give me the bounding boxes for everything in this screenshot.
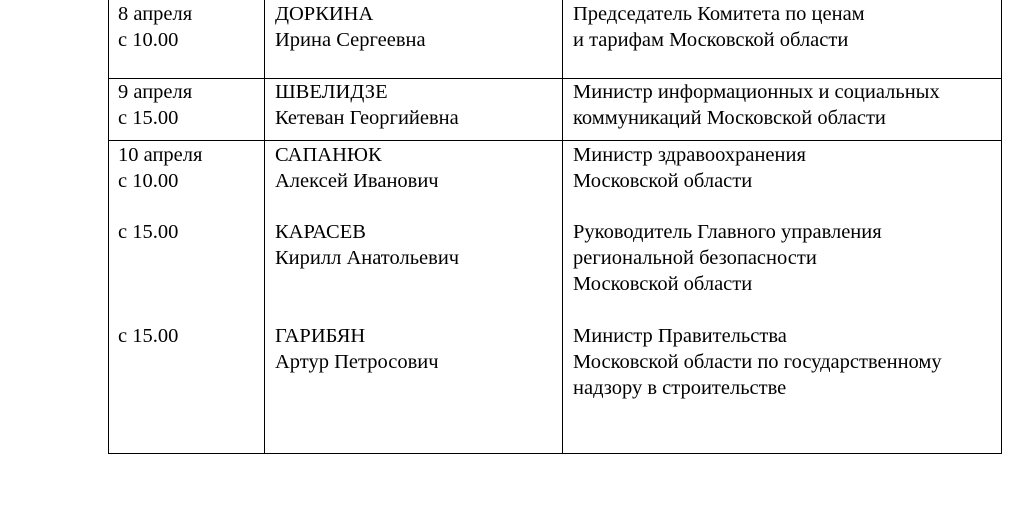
row-divider bbox=[108, 140, 1002, 141]
person-position: Руководитель Главного управления региональной безопасности Московской области bbox=[573, 221, 882, 295]
person-position: Министр информационных и социальных коммуникаций Московской области bbox=[573, 81, 940, 129]
row-date: 9 апреля с 15.00 bbox=[118, 81, 193, 129]
entry-time: с 15.00 bbox=[118, 221, 179, 243]
person-position: Министр здравоохранения Московской области bbox=[573, 144, 806, 192]
person-name: САПАНЮК Алексей Иванович bbox=[275, 144, 439, 192]
person-position: Министр Правительства Московской области по государственному надзору в строительстве bbox=[573, 325, 942, 399]
person-name: ДОРКИНА Ирина Сергеевна bbox=[275, 3, 426, 51]
table-border-bottom bbox=[108, 453, 1002, 454]
person-position: Председатель Комитета по ценам и тарифам Московской области bbox=[573, 3, 865, 51]
person-name: ГАРИБЯН Артур Петросович bbox=[275, 325, 439, 373]
entry-time: с 15.00 bbox=[118, 325, 179, 347]
row-date: 10 апреля с 10.00 bbox=[118, 144, 203, 192]
person-name: КАРАСЕВ Кирилл Анатольевич bbox=[275, 221, 460, 269]
table-border-right bbox=[1001, 0, 1002, 454]
table-border-left bbox=[108, 0, 109, 454]
row-date: 8 апреля с 10.00 bbox=[118, 3, 193, 51]
column-divider bbox=[562, 0, 563, 454]
column-divider bbox=[264, 0, 265, 454]
person-name: ШВЕЛИДЗЕ Кетеван Георгийевна bbox=[275, 81, 459, 129]
